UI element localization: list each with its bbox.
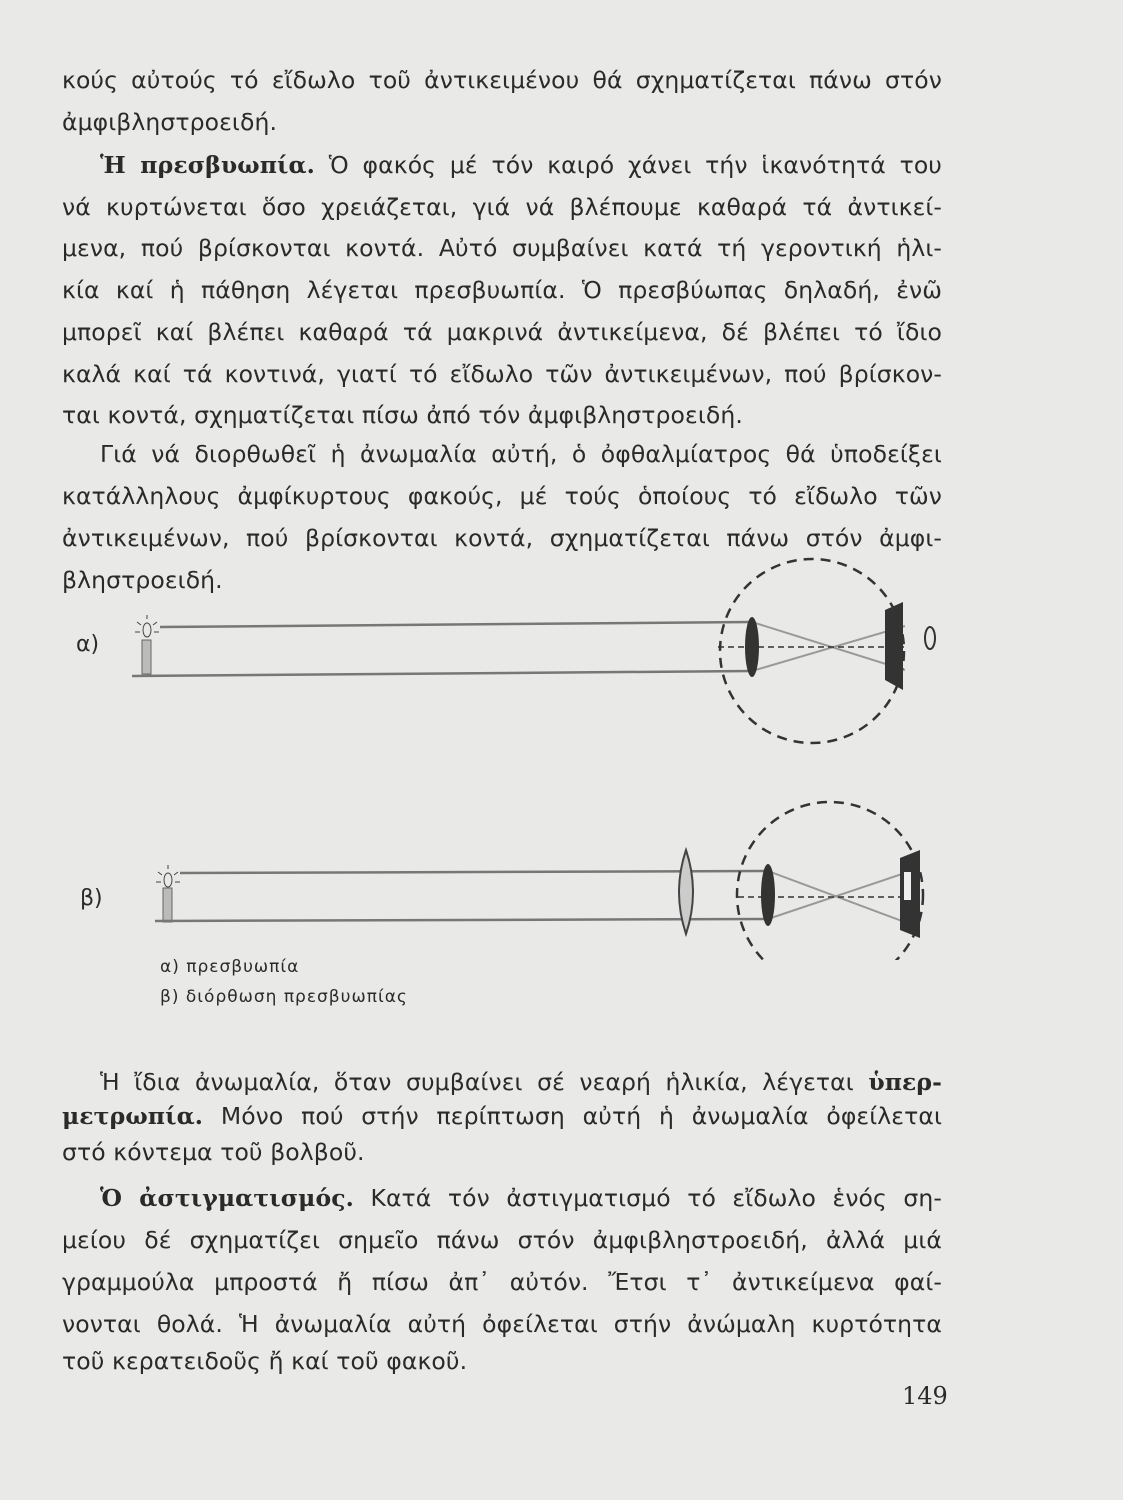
presbyopia-heading: Ἡ πρεσβυωπία. — [100, 151, 315, 179]
text-line: γραμμούλα μπροστά ἤ πίσω ἀπ᾽ αὐτόν. Ἔτσι τ᾽ ἀντικείμενα φαί- — [62, 1268, 942, 1296]
text-line: νά κυρτώνεται ὅσο χρειάζεται, γιά νά βλέπουμε καθαρά τά ἀντικεί- — [62, 193, 942, 221]
figure-label-a: α) — [76, 632, 100, 657]
hypermetropia-line — [100, 1067, 942, 1097]
text-line: ἀντικειμένων, πού βρίσκονται κοντά, σχηματίζεται πάνω στόν ἀμφι- — [62, 524, 942, 552]
eye-lens — [745, 617, 759, 677]
text-line: μείου δέ σχηματίζει σημεῖο πάνω στόν ἀμφιβληστροειδή, ἀλλά μιά — [62, 1226, 942, 1254]
text-line: μενα, πού βρίσκονται κοντά. Αὐτό συμβαίνει κατά τή γεροντική ἡλι- — [62, 234, 942, 262]
caption-a: α) πρεσβυωπία — [160, 957, 300, 977]
text-line: στό κόντεμα τοῦ βολβοῦ. — [62, 1138, 365, 1166]
text-line: νονται θολά. Ἡ ἀνωμαλία αὐτή ὀφείλεται στήν ἀνώμαλη κυρτότητα — [62, 1310, 942, 1338]
astigmatism-first-line — [100, 1183, 942, 1213]
diagram-a — [132, 559, 935, 743]
caption-b: β) διόρθωση πρεσβυωπίας — [160, 987, 408, 1007]
hypermetropia-line — [62, 1101, 942, 1131]
text-line: κία καί ἡ πάθηση λέγεται πρεσβυωπία. Ὁ πρεσβύωπας δηλαδή, ἐνῶ — [62, 276, 942, 304]
retina — [885, 602, 903, 690]
text-line: μπορεῖ καί βλέπει καθαρά τά μακρινά ἀντικείμενα, δέ βλέπει τό ἴδιο — [62, 318, 942, 346]
text-line: κούς αὐτούς τό εἴδωλο τοῦ ἀντικειμένου θά σχηματίζεται πάνω στόν — [62, 66, 942, 94]
text-span: Μόνο πού στήν περίπτωση αὐτή ἡ ἀνωμαλία ὀφείλεται — [220, 1102, 942, 1130]
figure-label-b: β) — [80, 886, 103, 911]
text-line: ἀμφιβληστροειδή. — [62, 108, 278, 136]
text-line: καλά καί τά κοντινά, γιατί τό εἴδωλο τῶν ἀντικειμένων, πού βρίσκον- — [62, 360, 942, 388]
text-line: Γιά νά διορθωθεῖ ἡ ἀνωμαλία αὐτή, ὁ ὀφθαλμίατρος θά ὑποδείξει — [100, 440, 942, 468]
hypermetropia-term: ὑπερ- — [868, 1068, 942, 1096]
eye-lens — [761, 864, 775, 926]
text-line: ται κοντά, σχηματίζεται πίσω ἀπό τόν ἀμφιβληστροειδή. — [62, 401, 743, 429]
candle-icon — [135, 615, 159, 674]
text-span: Ἡ ἴδια ἀνωμαλία, ὅταν συμβαίνει σέ νεαρή ἡλικία, λέγεται — [100, 1068, 854, 1096]
text-line: κατάλληλους ἀμφίκυρτους φακούς, μέ τούς ὁποίους τό εἴδωλο τῶν — [62, 482, 942, 510]
candle-icon — [156, 865, 180, 922]
page-number: 149 — [902, 1382, 948, 1410]
text-line: τοῦ κερατειδοῦς ἤ καί τοῦ φακοῦ. — [62, 1347, 468, 1375]
corrective-lens — [679, 850, 693, 934]
hypermetropia-term: μετρωπία. — [62, 1102, 204, 1130]
presbyopia-first-line — [100, 150, 942, 180]
diagram-b — [155, 802, 923, 960]
presbyopia-diagram — [0, 540, 1123, 960]
text-span: Ὁ φακός μέ τόν καιρό χάνει τήν ἱκανότητά του — [328, 151, 942, 179]
astigmatism-heading: Ὁ ἀστιγματισμός. — [100, 1184, 354, 1212]
text-line: βληστροειδή. — [62, 566, 223, 594]
text-span: Κατά τόν ἀστιγματισμό τό εἴδωλο ἑνός ση- — [370, 1184, 942, 1212]
